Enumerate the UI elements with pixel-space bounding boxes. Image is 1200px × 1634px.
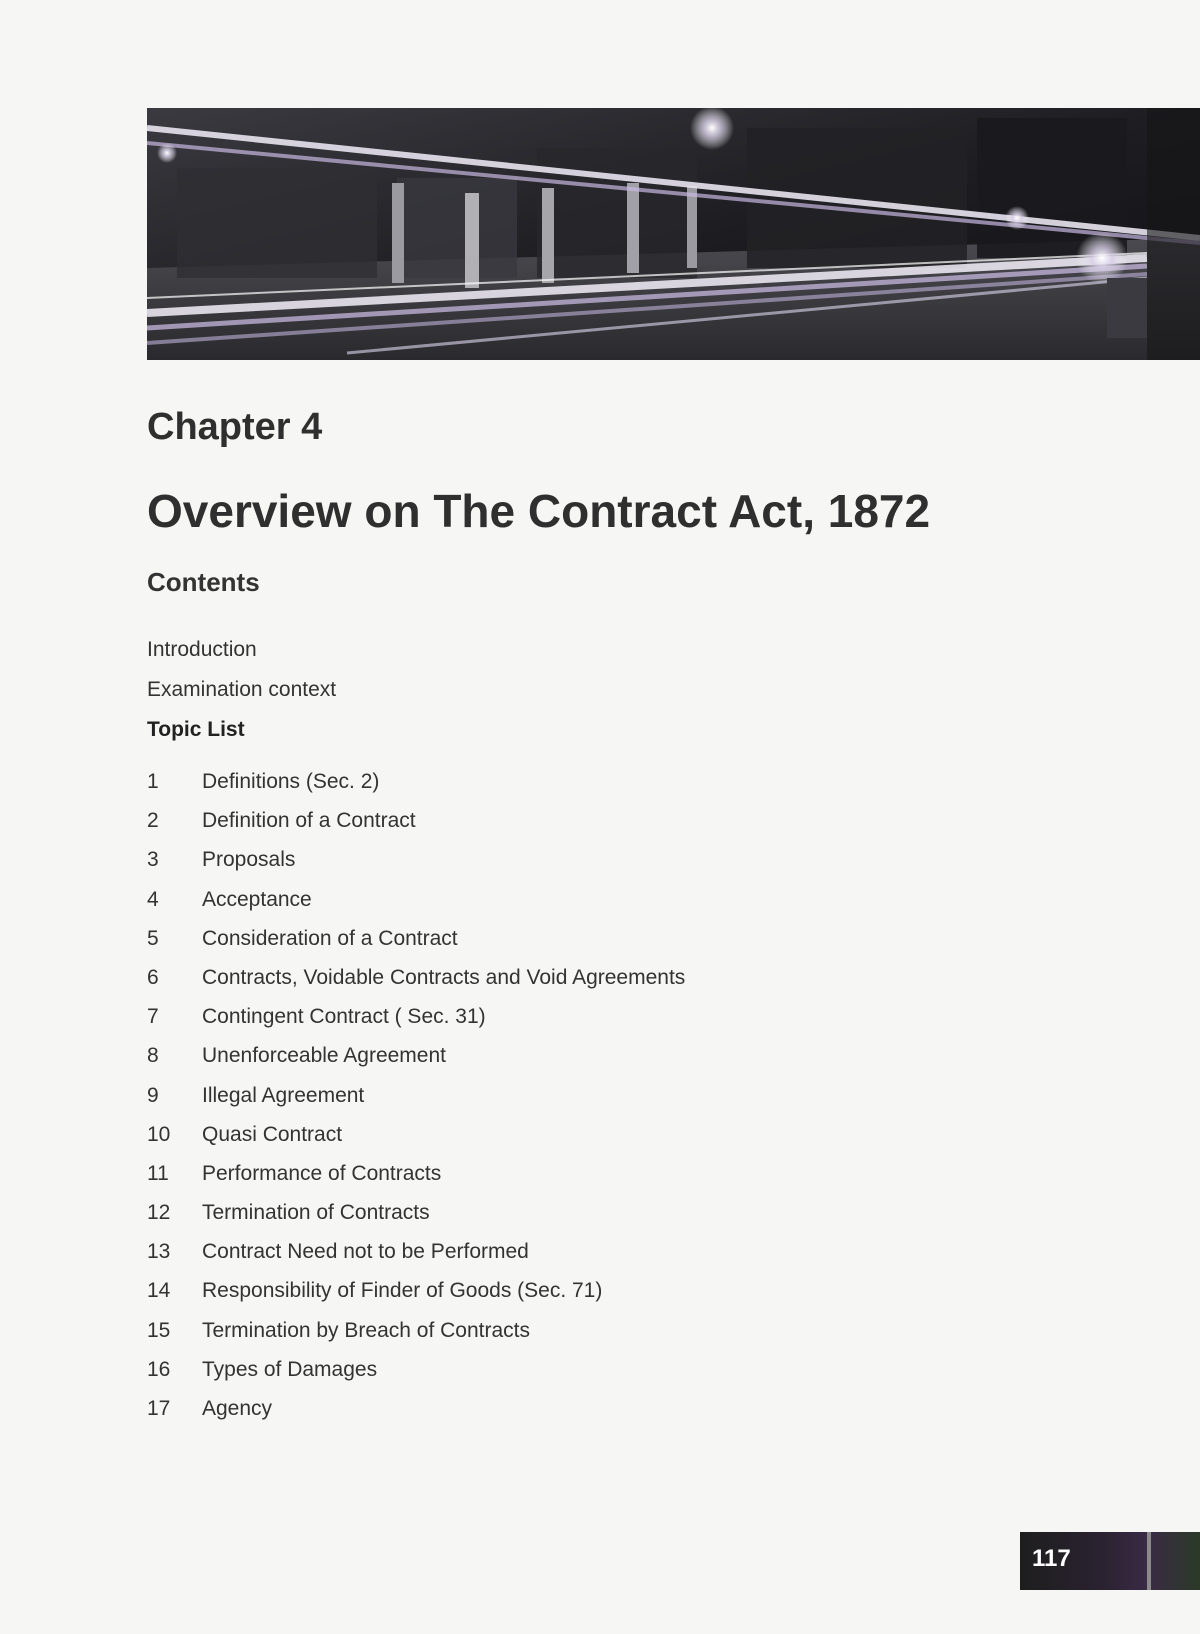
topic-title: Proposals — [202, 848, 296, 872]
list-item — [147, 1005, 685, 1044]
topic-title: Responsibility of Finder of Goods (Sec. 71) — [202, 1279, 603, 1303]
topic-title: Termination by Breach of Contracts — [202, 1318, 530, 1342]
topic-title: Contingent Contract ( Sec. 31) — [202, 1005, 486, 1029]
chapter-label: Chapter 4 — [147, 406, 323, 448]
intro-item-introduction: Introduction — [147, 638, 257, 661]
page-number-badge — [1020, 1532, 1200, 1590]
list-item — [147, 966, 685, 1005]
list-item — [147, 1201, 685, 1240]
topic-number: 6 — [147, 965, 159, 989]
topic-number: 9 — [147, 1083, 159, 1107]
list-item — [147, 1240, 685, 1279]
topic-number: 15 — [147, 1318, 171, 1342]
topic-number: 7 — [147, 1005, 159, 1029]
list-item — [147, 1279, 685, 1318]
topic-title: Definitions (Sec. 2) — [202, 770, 380, 793]
topic-number: 14 — [147, 1279, 171, 1303]
list-item — [147, 1358, 685, 1397]
intro-item-examination-context: Examination context — [147, 678, 337, 701]
topic-title: Agency — [202, 1397, 273, 1420]
list-item — [147, 770, 685, 809]
topic-number: 5 — [147, 926, 159, 950]
topic-list-heading: Topic List — [147, 718, 245, 741]
topic-title: Contracts, Voidable Contracts and Void Agreements — [202, 965, 686, 989]
night-traffic-photo — [147, 108, 1200, 360]
list-item — [147, 1162, 685, 1201]
topic-number: 3 — [147, 848, 159, 872]
topic-number: 17 — [147, 1397, 171, 1420]
intro-items — [147, 638, 336, 718]
topic-title: Quasi Contract — [202, 1122, 343, 1146]
topic-number: 4 — [147, 887, 159, 911]
list-item — [147, 809, 685, 848]
topic-title: Termination of Contracts — [202, 1201, 430, 1225]
topic-title: Unenforceable Agreement — [202, 1044, 446, 1068]
topic-title: Acceptance — [202, 887, 312, 911]
topic-number: 11 — [147, 1161, 169, 1185]
chapter-title: Overview on The Contract Act, 1872 — [147, 485, 931, 537]
topic-number: 13 — [147, 1240, 171, 1264]
topic-list — [147, 770, 685, 1436]
topic-title: Definition of a Contract — [202, 809, 416, 833]
topic-number: 2 — [147, 809, 159, 833]
topic-number: 10 — [147, 1122, 171, 1146]
list-item — [147, 1319, 685, 1358]
badge-divider — [1147, 1532, 1151, 1590]
topic-title: Illegal Agreement — [202, 1083, 365, 1107]
list-item — [147, 1123, 685, 1162]
header-banner-image — [147, 108, 1200, 360]
topic-title: Consideration of a Contract — [202, 926, 458, 950]
contents-heading: Contents — [147, 567, 260, 597]
topic-title: Contract Need not to be Performed — [202, 1240, 529, 1264]
list-item — [147, 848, 685, 887]
list-item — [147, 888, 685, 927]
topic-title: Performance of Contracts — [202, 1161, 442, 1185]
list-item — [147, 1397, 685, 1436]
topic-number: 8 — [147, 1044, 159, 1068]
topic-number: 12 — [147, 1201, 171, 1225]
list-item — [147, 927, 685, 966]
list-item — [147, 1084, 685, 1123]
page-number: 117 — [1032, 1545, 1071, 1572]
list-item — [147, 1044, 685, 1083]
topic-title: Types of Damages — [202, 1357, 378, 1381]
topic-number: 1 — [147, 770, 159, 793]
topic-number: 16 — [147, 1357, 171, 1381]
